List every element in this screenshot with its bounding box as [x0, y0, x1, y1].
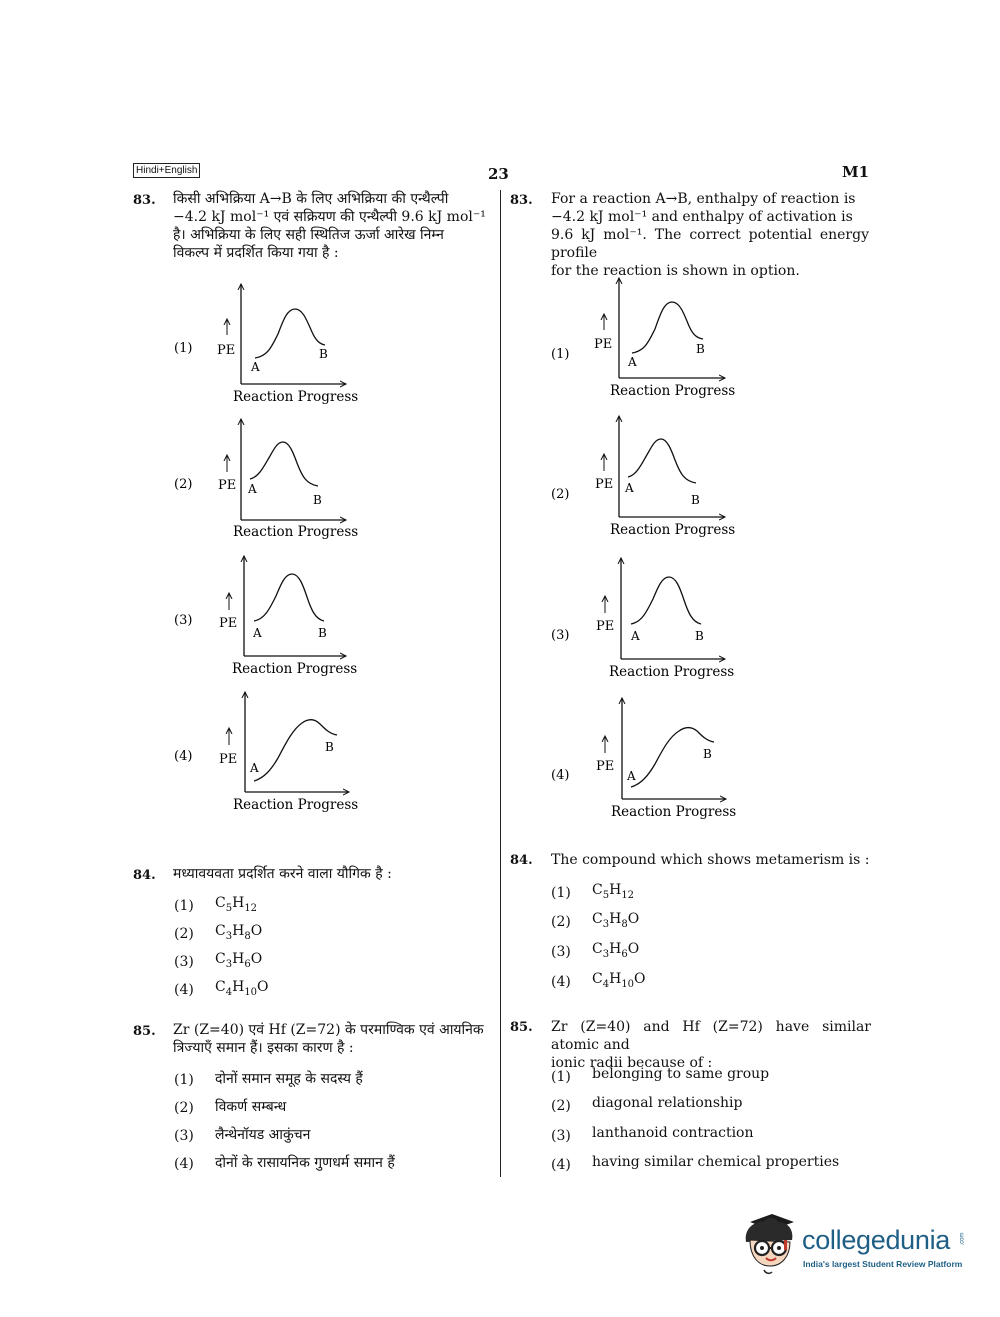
- point-a-label: A: [250, 761, 259, 775]
- formula: $C_3H_8O$: [592, 911, 640, 930]
- point-a-label: A: [627, 769, 636, 783]
- point-b-label: B: [691, 493, 700, 507]
- q84-option-1-en: (1) $C_5H_{12}$: [551, 882, 635, 901]
- page-number: 23: [488, 165, 509, 183]
- point-b-label: B: [313, 493, 322, 507]
- pe-axis-label: PE: [218, 478, 237, 493]
- option-label: (1): [174, 341, 193, 356]
- q85-option-2-en: (2) diagonal relationship: [551, 1095, 743, 1114]
- q84-option-4-hi: (4) $C_4H_{10}O$: [174, 979, 269, 998]
- q85-option-3-hi: (3) लैन्थेनॉयड आकुंचन: [174, 1127, 311, 1144]
- point-b-label: B: [318, 626, 327, 640]
- point-b-label: B: [325, 740, 334, 754]
- reaction-progress-label: Reaction Progress: [233, 389, 359, 405]
- q85-number-hi: 85.: [133, 1024, 156, 1039]
- formula: $C_5H_{12}$: [215, 895, 258, 914]
- diagram-left-option-1: [174, 284, 358, 405]
- q83-question-en: For a reaction A→B, enthalpy of reaction is −4.2 kJ mol⁻¹ and enthalpy of activation is 9.6 kJ mol⁻¹. The correct potential energy profile for the reaction is shown in option.: [551, 191, 869, 279]
- option-label: (2): [174, 477, 193, 492]
- point-b-label: B: [695, 629, 704, 643]
- reaction-progress-label: Reaction Progress: [232, 661, 358, 677]
- pe-axis-label: PE: [596, 759, 615, 774]
- q83-number-en: 83.: [510, 193, 533, 208]
- q83-question-hi: किसी अभिक्रिया A→B के लिए अभिक्रिया की एन्थैल्पी −4.2 kJ mol⁻¹ एवं सक्रियण की एन्थैल्पी 9.6 kJ mol⁻¹ है। अभिक्रिया के लिए सही स्थितिज ऊर्जा आरेख निम्न विकल्प में प्रदर्शित किया गया है :: [173, 191, 486, 261]
- q85-question-en: Zr (Z=40) and Hf (Z=72) have similar atomic and ionic radii because of :: [551, 1019, 871, 1071]
- paper-code: M1: [842, 163, 870, 181]
- q84-option-4-en: (4) $C_4H_{10}O$: [551, 971, 646, 990]
- formula: $C_3H_8O$: [215, 923, 263, 942]
- point-a-label: A: [628, 355, 637, 369]
- q85-option-4-en: (4) having similar chemical properties: [551, 1154, 840, 1173]
- q84-option-2-en: (2) $C_3H_8O$: [551, 911, 640, 930]
- diagram-right-option-2: [551, 416, 735, 538]
- formula: $C_4H_{10}O$: [592, 971, 646, 990]
- q85-option-1-en: (1) belonging to same group: [551, 1066, 770, 1085]
- pe-axis-label: PE: [595, 477, 614, 492]
- reaction-progress-label: Reaction Progress: [609, 664, 735, 680]
- formula: $C_3H_6O$: [592, 941, 640, 960]
- q85-number-en: 85.: [510, 1020, 533, 1035]
- reaction-progress-label: Reaction Progress: [611, 804, 737, 820]
- pe-axis-label: PE: [219, 616, 238, 631]
- q85-option-3-en: (3) lanthanoid contraction: [551, 1125, 754, 1144]
- reaction-progress-label: Reaction Progress: [233, 524, 359, 540]
- diagram-right-option-1: [551, 278, 735, 399]
- collegedunia-tld: .com: [959, 1232, 966, 1246]
- q83-number-hi: 83.: [133, 193, 156, 208]
- formula: $C_5H_{12}$: [592, 882, 635, 901]
- pe-axis-label: PE: [596, 619, 615, 634]
- q84-option-1-hi: (1) $C_5H_{12}$: [174, 895, 258, 914]
- diagram-left-option-3: [174, 556, 357, 677]
- option-label: (4): [551, 768, 570, 783]
- diagram-left-option-4: [174, 692, 358, 813]
- q84-question-en: The compound which shows metamerism is :: [551, 852, 870, 868]
- pe-axis-label: PE: [217, 343, 236, 358]
- option-label: (2): [551, 487, 570, 502]
- reaction-progress-label: Reaction Progress: [610, 383, 736, 399]
- q84-question-hi: मध्यावयवता प्रदर्शित करने वाला यौगिक है :: [173, 866, 392, 882]
- diagram-left-option-2: [174, 419, 358, 540]
- q85-question-hi: Zr (Z=40) एवं Hf (Z=72) के परमाण्विक एवं आयनिक त्रिज्याएँ समान हैं। इसका कारण है :: [173, 1022, 484, 1056]
- q85-option-4-hi: (4) दोनों के रासायनिक गुणधर्म समान हैं: [174, 1155, 395, 1172]
- collegedunia-tagline: India's largest Student Review Platform: [803, 1259, 963, 1269]
- diagram-right-option-4: [551, 698, 736, 820]
- point-a-label: A: [625, 481, 634, 495]
- pe-axis-label: PE: [594, 337, 613, 352]
- option-label: (3): [174, 613, 193, 628]
- point-b-label: B: [696, 342, 705, 356]
- q84-option-3-hi: (3) $C_3H_6O$: [174, 951, 263, 970]
- option-label: (4): [174, 749, 193, 764]
- collegedunia-brand: collegedunia: [802, 1225, 951, 1255]
- reaction-progress-label: Reaction Progress: [610, 522, 736, 538]
- point-b-label: B: [319, 347, 328, 361]
- pe-axis-label: PE: [219, 752, 238, 767]
- point-a-label: A: [248, 482, 257, 496]
- reaction-progress-label: Reaction Progress: [233, 797, 359, 813]
- point-a-label: A: [251, 360, 260, 374]
- q84-number-en: 84.: [510, 853, 533, 868]
- formula: $C_3H_6O$: [215, 951, 263, 970]
- point-a-label: A: [631, 629, 640, 643]
- q84-option-2-hi: (2) $C_3H_8O$: [174, 923, 263, 942]
- q85-option-1-hi: (1) दोनों समान समूह के सदस्य हैं: [174, 1071, 363, 1088]
- option-label: (3): [551, 628, 570, 643]
- point-b-label: B: [703, 747, 712, 761]
- q85-option-2-hi: (2) विकर्ण सम्बन्ध: [174, 1099, 287, 1116]
- language-tag: Hindi+English: [133, 163, 200, 178]
- q84-option-3-en: (3) $C_3H_6O$: [551, 941, 640, 960]
- point-a-label: A: [253, 626, 262, 640]
- q84-number-hi: 84.: [133, 868, 156, 883]
- collegedunia-mascot-icon: [742, 1212, 800, 1280]
- option-label: (1): [551, 347, 570, 362]
- diagram-right-option-3: [551, 558, 734, 680]
- formula: $C_4H_{10}O$: [215, 979, 269, 998]
